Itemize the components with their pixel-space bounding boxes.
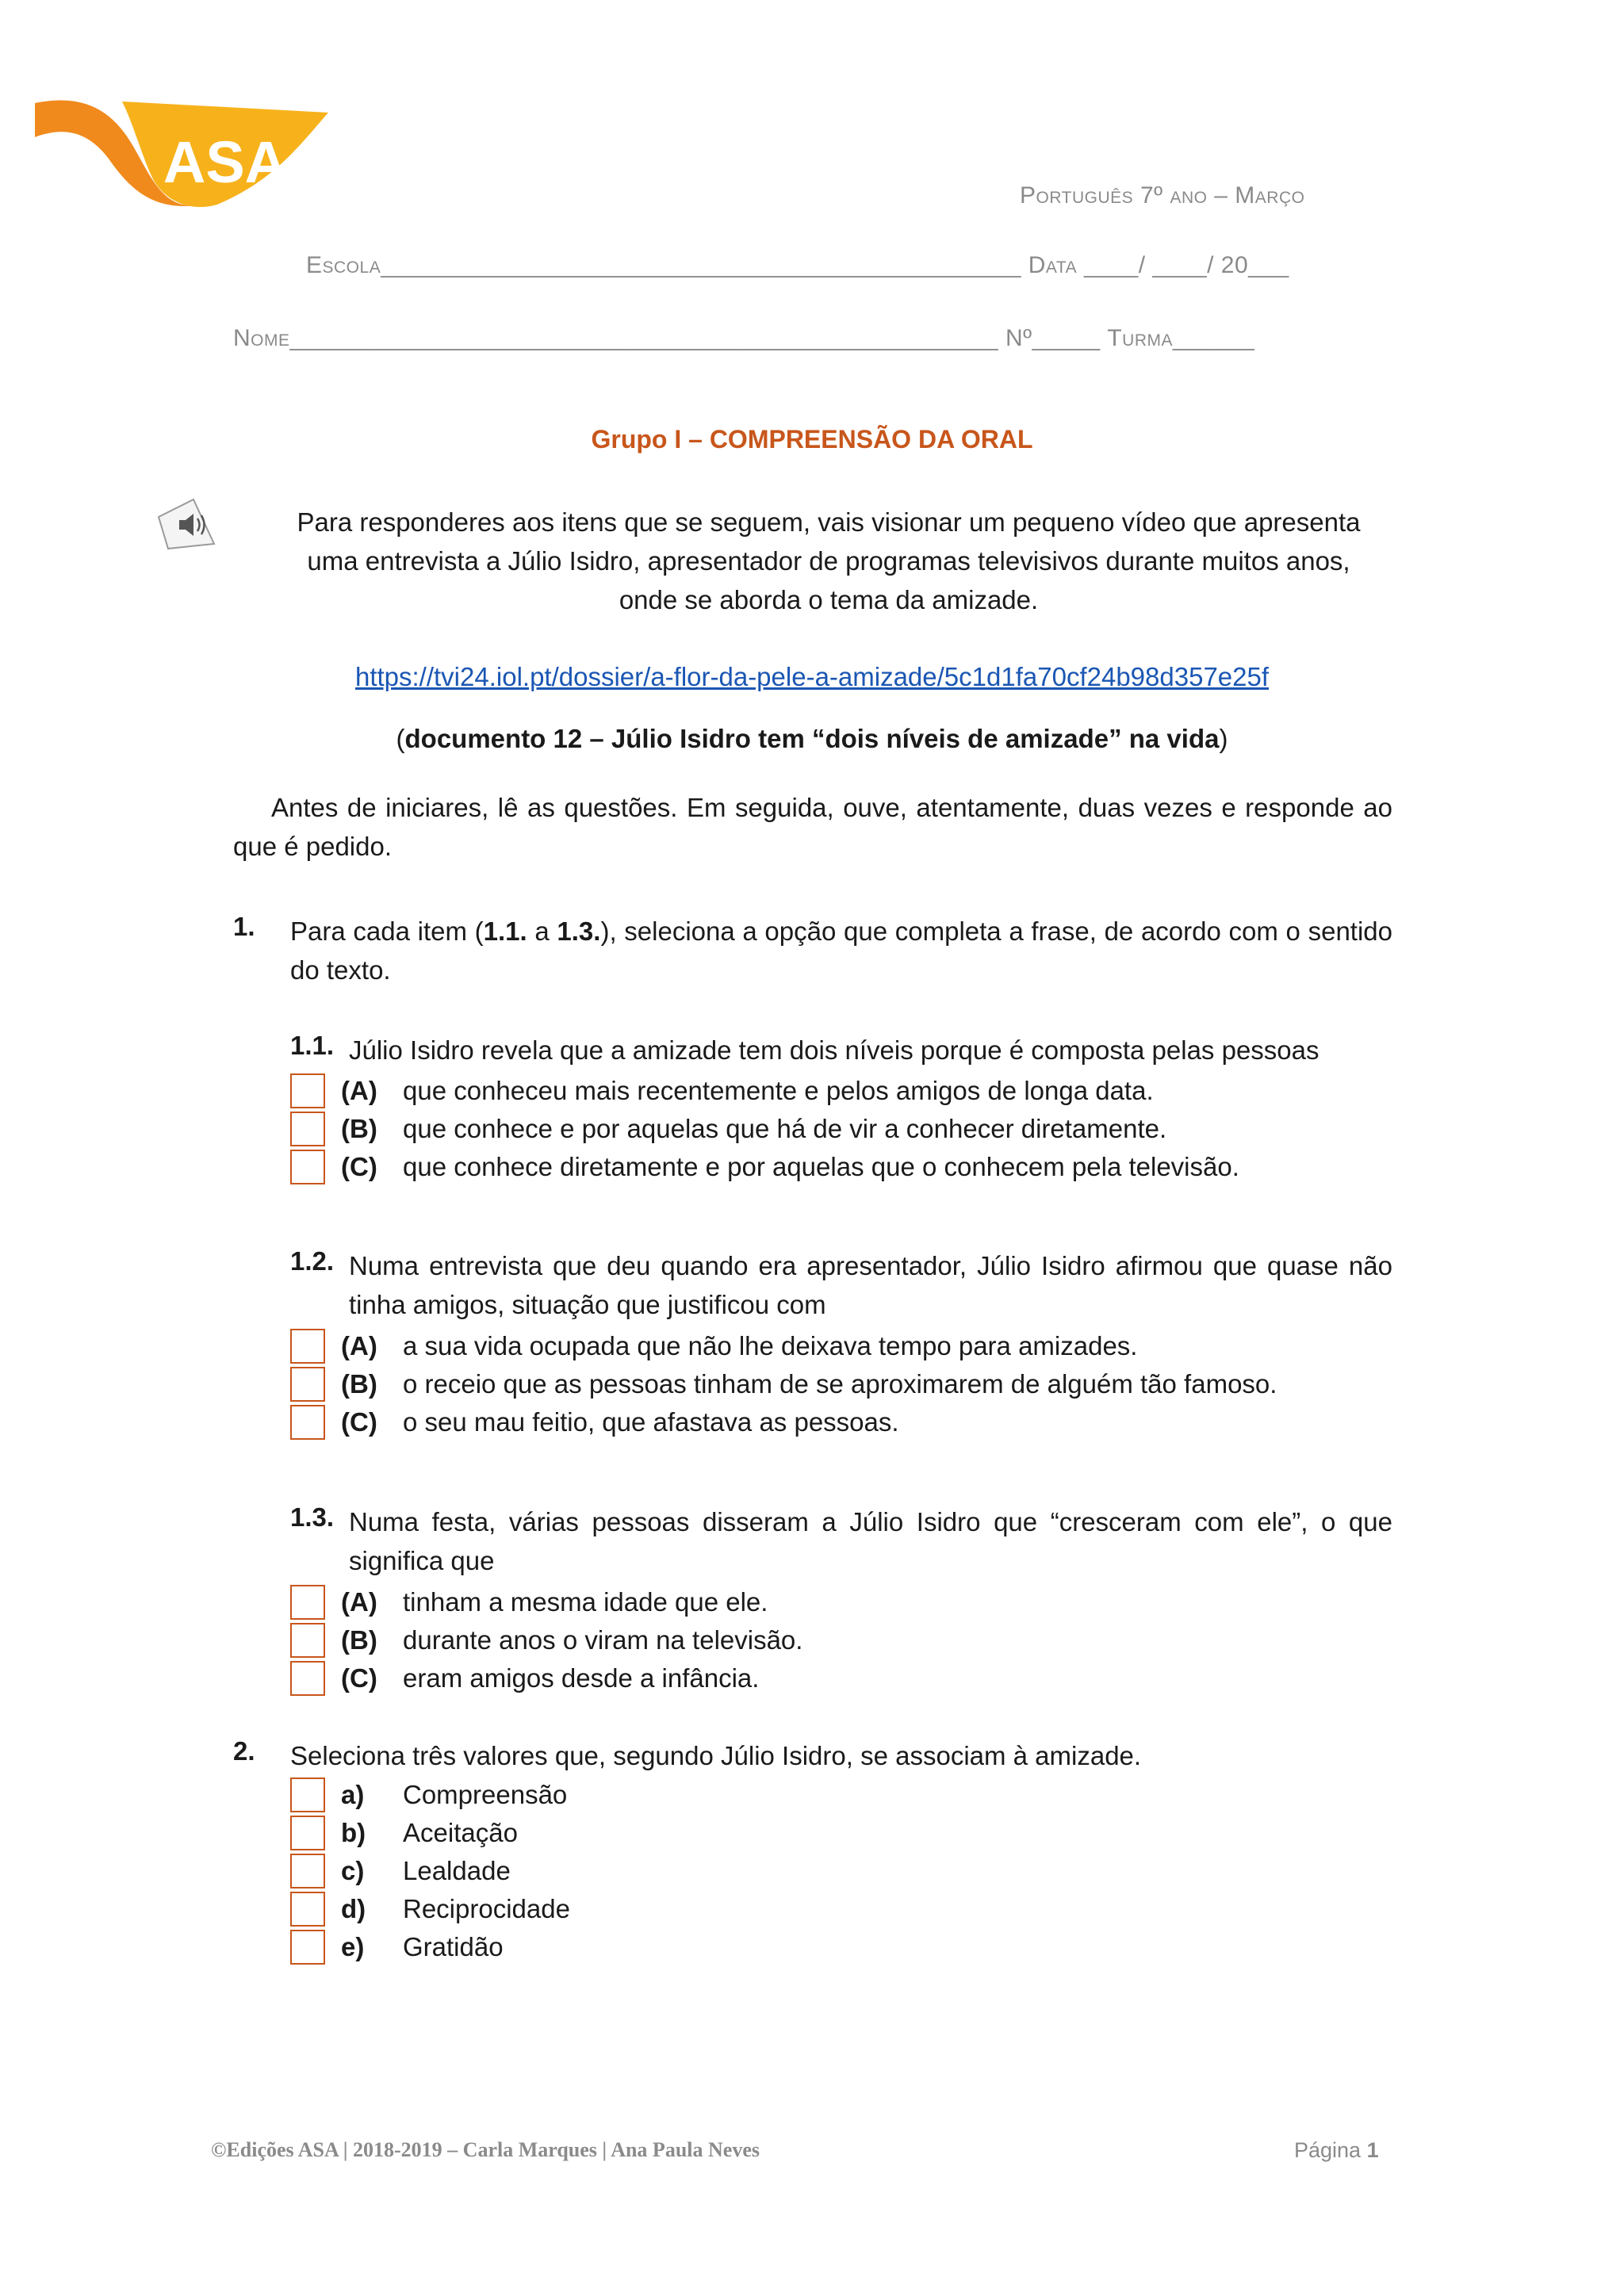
option-1-2-a[interactable]: (A) a sua vida ocupada que não lhe deixava tempo para amizades. [290, 1327, 1137, 1365]
subject-line [1020, 182, 1304, 209]
option-2-a[interactable]: a) Compreensão [290, 1776, 567, 1814]
checkbox[interactable] [290, 1661, 325, 1696]
option-1-3-b[interactable]: (B) durante anos o viram na televisão. [290, 1621, 802, 1659]
numero-label: Nº [1005, 325, 1032, 351]
option-1-2-b[interactable]: (B) o receio que as pessoas tinham de se aproximarem de alguém tão famoso. [290, 1365, 1277, 1403]
document-reference: (documento 12 – Júlio Isidro tem “dois níveis de amizade” na vida) [396, 724, 1228, 753]
instructions: Antes de iniciares, lê as questões. Em seguida, ouve, atentamente, duas vezes e responde ao que é pedido. [233, 793, 1392, 861]
checkbox[interactable] [290, 1112, 325, 1146]
option-2-d[interactable]: d) Reciprocidade [290, 1890, 570, 1928]
escola-label: Escola [306, 252, 381, 278]
data-label: Data [1028, 252, 1078, 278]
asa-logo [35, 94, 328, 212]
turma-field[interactable]: ______ [1173, 325, 1255, 351]
checkbox[interactable] [290, 1623, 325, 1658]
intro-line-1: Para responderes aos itens que se seguem, vais visionar um pequeno vídeo que apresenta [297, 507, 1361, 537]
data-field[interactable]: ____/ ____/ 20___ [1083, 252, 1289, 278]
escola-line [306, 252, 1289, 279]
video-link[interactable]: https://tvi24.iol.pt/dossier/a-flor-da-pele-a-amizade/5c1d1fa70cf24b98d357e25f [354, 662, 1270, 691]
footer-credits: ©Edições ASA | 2018-2019 – Carla Marques | Ana Paula Neves [211, 2138, 760, 2161]
speaker-icon [152, 493, 220, 555]
checkbox[interactable] [290, 1854, 325, 1888]
checkbox[interactable] [290, 1405, 325, 1440]
checkbox[interactable] [290, 1367, 325, 1402]
footer-page [1294, 2138, 1379, 2163]
page-label: Página [1294, 2138, 1362, 2162]
intro-line-3: onde se aborda o tema da amizade. [619, 585, 1039, 614]
question-2-number: 2. [233, 1736, 255, 1766]
option-2-c[interactable]: c) Lealdade [290, 1852, 511, 1890]
option-2-b[interactable]: b) Aceitação [290, 1814, 518, 1852]
option-1-3-a[interactable]: (A) tinham a mesma idade que ele. [290, 1583, 768, 1621]
option-2-e[interactable]: e) Gratidão [290, 1928, 504, 1966]
nome-line [233, 325, 1254, 352]
intro-line-2: uma entrevista a Júlio Isidro, apresentador de programas televisivos durante muitos anos, [307, 546, 1350, 576]
subject-text: Português 7º ano – Março [1020, 182, 1305, 209]
section-title: Grupo I – COMPREENSÃO DA ORAL [591, 425, 1033, 453]
checkbox[interactable] [290, 1816, 325, 1850]
checkbox[interactable] [290, 1585, 325, 1620]
item-1-2-stem: Numa entrevista que deu quando era apresentador, Júlio Isidro afirmou que quase não tinha amigos, situação que justificou com [349, 1251, 1392, 1319]
option-1-3-c[interactable]: (C) eram amigos desde a infância. [290, 1659, 759, 1697]
checkbox[interactable] [290, 1150, 325, 1184]
checkbox[interactable] [290, 1073, 325, 1108]
option-1-1-c[interactable]: (C) que conhece diretamente e por aquelas que o conhecem pela televisão. [290, 1148, 1239, 1186]
item-1-2-number: 1.2. [290, 1246, 335, 1276]
option-1-2-c[interactable]: (C) o seu mau feitio, que afastava as pessoas. [290, 1403, 899, 1441]
numero-field[interactable]: _____ [1032, 325, 1101, 351]
checkbox[interactable] [290, 1777, 325, 1812]
page-number: 1 [1366, 2138, 1379, 2162]
checkbox[interactable] [290, 1930, 325, 1965]
item-1-1-number: 1.1. [290, 1031, 335, 1060]
checkbox[interactable] [290, 1892, 325, 1927]
document-reference-text: documento 12 – Júlio Isidro tem “dois níveis de amizade” na vida [404, 724, 1220, 753]
intro-paragraph [262, 503, 1396, 619]
turma-label: Turma [1107, 325, 1174, 351]
question-1-text: Para cada item (1.1. a 1.3.), seleciona a opção que completa a frase, de acordo com o sentido do texto. [290, 916, 1392, 985]
item-1-3-number: 1.3. [290, 1502, 335, 1532]
logo-text: ASA [163, 129, 288, 195]
checkbox[interactable] [290, 1329, 325, 1364]
nome-label: Nome [233, 325, 290, 351]
escola-field[interactable]: _______________________________________________ [381, 252, 1021, 278]
option-1-1-a[interactable]: (A) que conheceu mais recentemente e pelos amigos de longa data. [290, 1072, 1154, 1110]
question-2-text: Seleciona três valores que, segundo Júlio Isidro, se associam à amizade. [290, 1741, 1142, 1770]
option-1-1-b[interactable]: (B) que conhece e por aquelas que há de vir a conhecer diretamente. [290, 1110, 1166, 1148]
question-1-number: 1. [233, 912, 255, 941]
item-1-3-stem: Numa festa, várias pessoas disseram a Júlio Isidro que “cresceram com ele”, o que significa que [349, 1507, 1392, 1575]
nome-field[interactable]: ____________________________________________________ [289, 325, 999, 351]
item-1-1-stem: Júlio Isidro revela que a amizade tem dois níveis porque é composta pelas pessoas [349, 1035, 1320, 1065]
